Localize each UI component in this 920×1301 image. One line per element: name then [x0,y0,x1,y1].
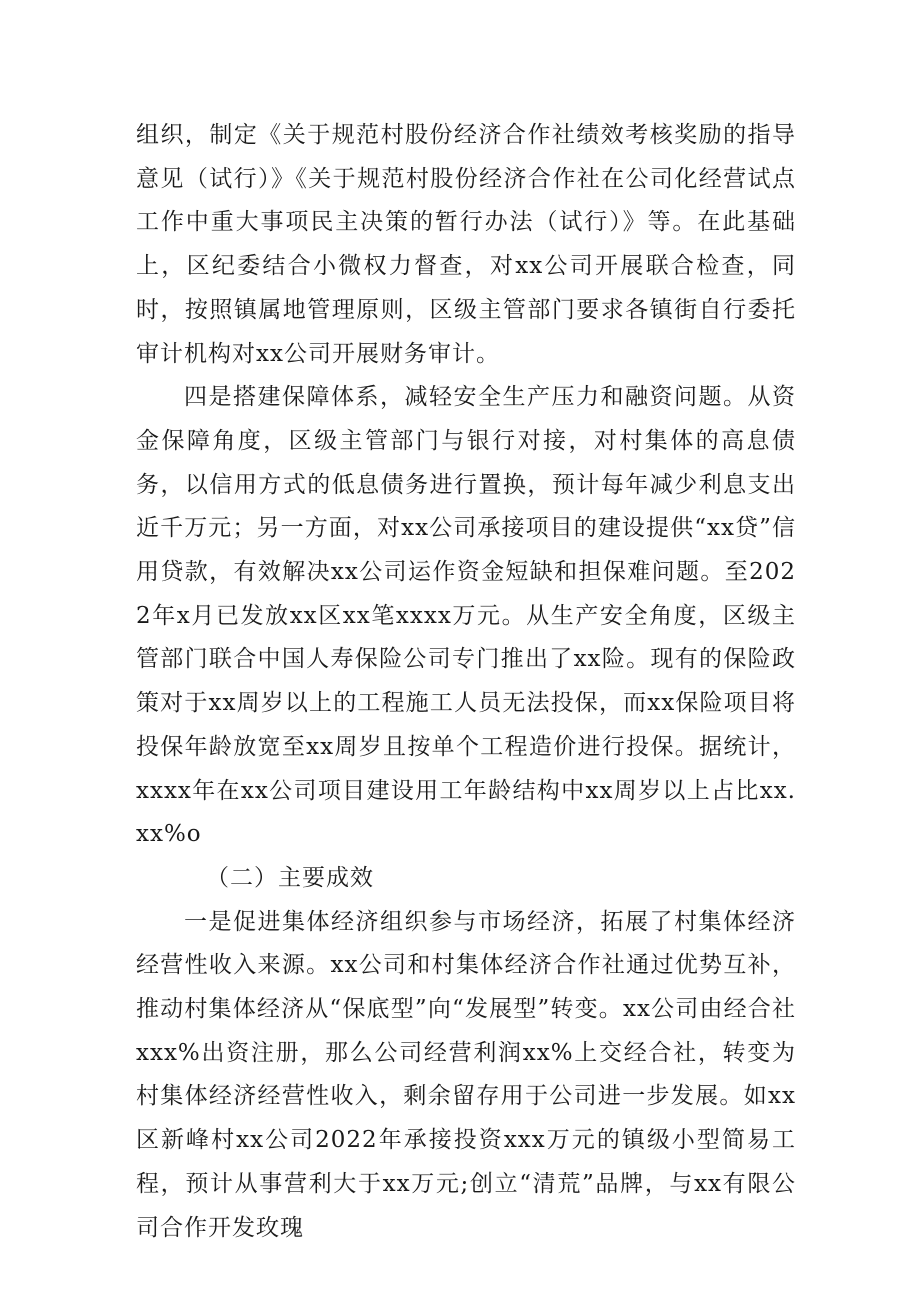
paragraph-continued: 组织，制定《关于规范村股份经济合作社绩效考核奖励的指导意见（试行）》《关于规范村股份经济合作社在公司化经营试点工作中重大事项民主决策的暂行办法（试行）》等。在此基础上，区纪委结合小微权力督查，对xx公司开展联合检查，同时，按照镇属地管理原则，区级主管部门要求各镇街自行委托审计机构对xx公司开展财务审计。 [136,122,796,367]
section-heading-main-results: （二）主要成效 [206,864,374,891]
paragraph-safeguard-system: 四是搭建保障体系，减轻安全生产压力和融资问题。从资金保障角度，区级主管部门与银行对接，对村集体的高息债务，以信用方式的低息债务进行置换，预计每年减少利息支出近千万元；另一方面，对xx公司承接项目的建设提供“xx贷”信用贷款，有效解决xx公司运作资金短缺和担保难问题。至2022年x月已发放xx区xx笔xxxx万元。从生产安全角度，区级主管部门联合中国人寿保险公司专门推出了xx险。现有的保险政策对于xx周岁以上的工程施工人员无法投保，而xx保险项目将投保年龄放宽至xx周岁且按单个工程造价进行投保。据统计，xxxx年在xx公司项目建设用工年龄结构中xx周岁以上占比xx.xx%o [136,384,796,848]
paragraph-market-economy: 一是促进集体经济组织参与市场经济，拓展了村集体经济经营性收入来源。xx公司和村集体经济合作社通过优势互补，推动村集体经济从“保底型”向“发展型”转变。xx公司由经合社xxx%出资注册，那么公司经营利润xx%上交经合社，转变为村集体经济经营性收入，剩余留存用于公司进一步发展。如xx区新峰村xx公司2022年承接投资xxx万元的镇级小型简易工程，预计从事营利大于xx万元;创立“清荒”品牌，与xx有限公司合作开发玫瑰 [136,908,796,1241]
body-text [136,114,796,1250]
